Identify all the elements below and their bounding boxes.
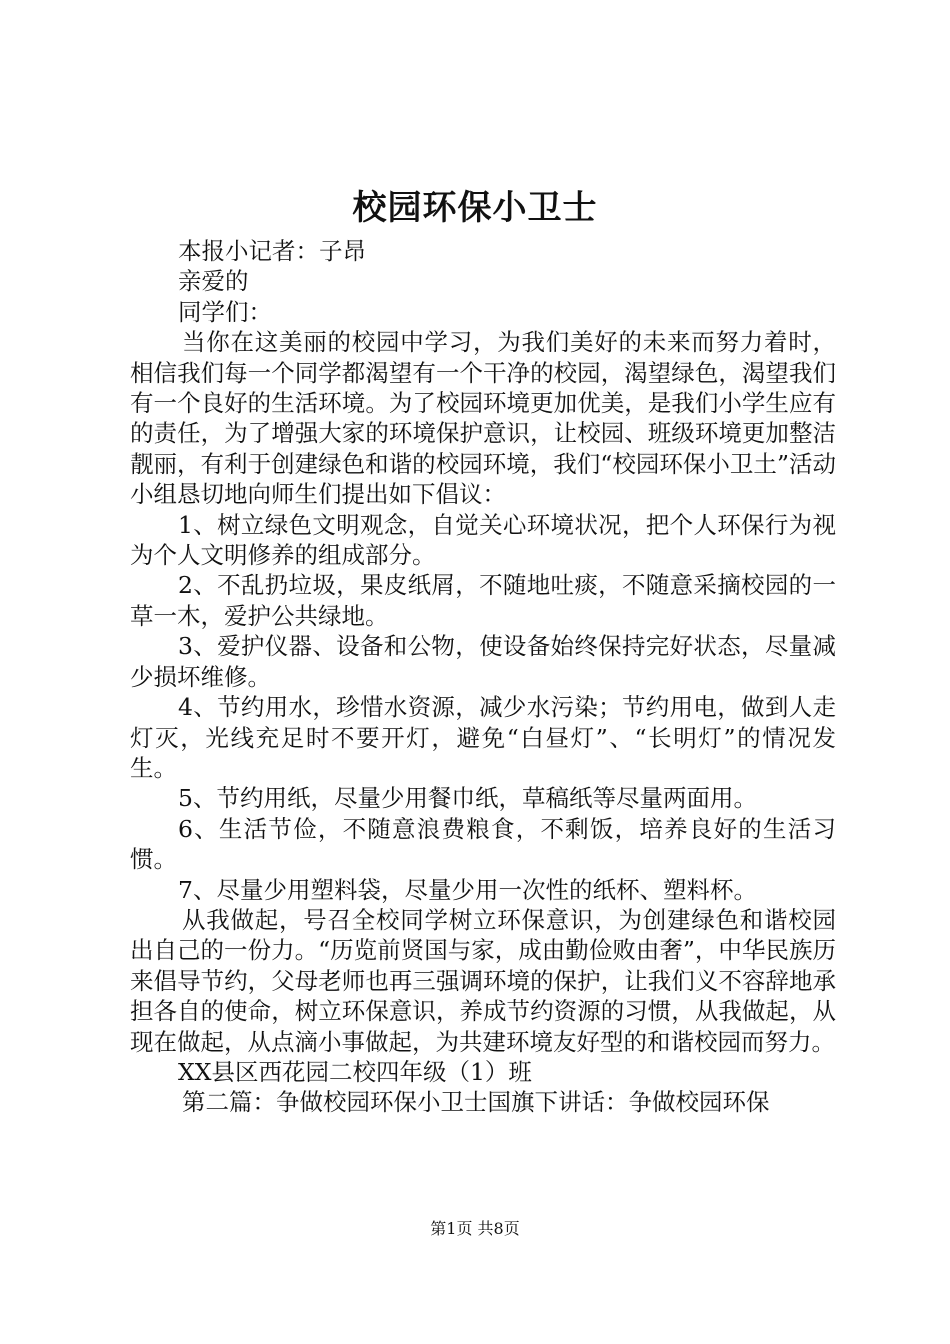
signature-line: XX县区西花园二校四年级（1）班 <box>178 1057 532 1086</box>
proposal-item-3: 3、爱护仪器、设备和公物，使设备始终保持完好状态，尽量减少损坏维修。 <box>130 632 836 691</box>
proposal-item-7: 7、尽量少用塑料袋，尽量少用一次性的纸杯、塑料杯。 <box>178 875 757 904</box>
proposal-item-5: 5、节约用纸，尽量少用餐巾纸，草稿纸等尽量两面用。 <box>178 784 757 813</box>
proposal-item-2: 2、不乱扔垃圾，果皮纸屑，不随地吐痰，不随意采摘校园的一草一木，爱护公共绿地。 <box>130 571 836 630</box>
greeting-line-2: 同学们： <box>178 297 272 326</box>
document-title: 校园环保小卫士 <box>352 188 598 228</box>
proposal-item-6: 6、生活节俭，不随意浪费粮食，不剩饭，培养良好的生活习惯。 <box>130 814 836 874</box>
document-body <box>130 236 836 1118</box>
proposal-item-4: 4、节约用水，珍惜水资源，减少水污染；节约用电，做到人走灯灭，光线充足时不要开灯，避免“白昼灯”、“长明灯”的情况发生。 <box>130 693 836 782</box>
proposal-item-1: 1、树立绿色文明观念，自觉关心环境状况，把个人环保行为视为个人文明修养的组成部分。 <box>130 510 836 570</box>
reporter-line: 本报小记者：子昂 <box>178 237 366 265</box>
greeting-line-1: 亲爱的 <box>178 267 249 296</box>
intro-paragraph: 当你在这美丽的校园中学习，为我们美好的未来而努力着时，相信我们每一个同学都渴望有一个干净的校园，渴望绿色，渴望我们有一个良好的生活环境。为了校园环境更加优美，是我们小学生应有的责任，为了增强大家的环境保护意识，让校园、班级环境更加整洁靓丽，有利于创建绿色和谐的校园环境，我们“校园环保小卫土”活动小组恳切地向师生们提出如下倡议： <box>130 328 836 509</box>
closing-paragraph: 从我做起，号召全校同学树立环保意识，为创建绿色和谐校园出自己的一份力。“历览前贤国与家，成由勤俭败由奢”，中华民族历来倡导节约，父母老师也再三强调环境的保护，让我们义不容辞地承担各自的使命，树立环保意识，养成节约资源的习惯，从我做起，从现在做起，从点滴小事做起，为共建环境友好型的和谐校园而努力。 <box>130 905 836 1056</box>
page-number-footer: 第1页 共8页 <box>430 1219 520 1238</box>
next-section-heading: 第二篇：争做校园环保小卫士国旗下讲话：争做校园环保 <box>182 1088 770 1117</box>
